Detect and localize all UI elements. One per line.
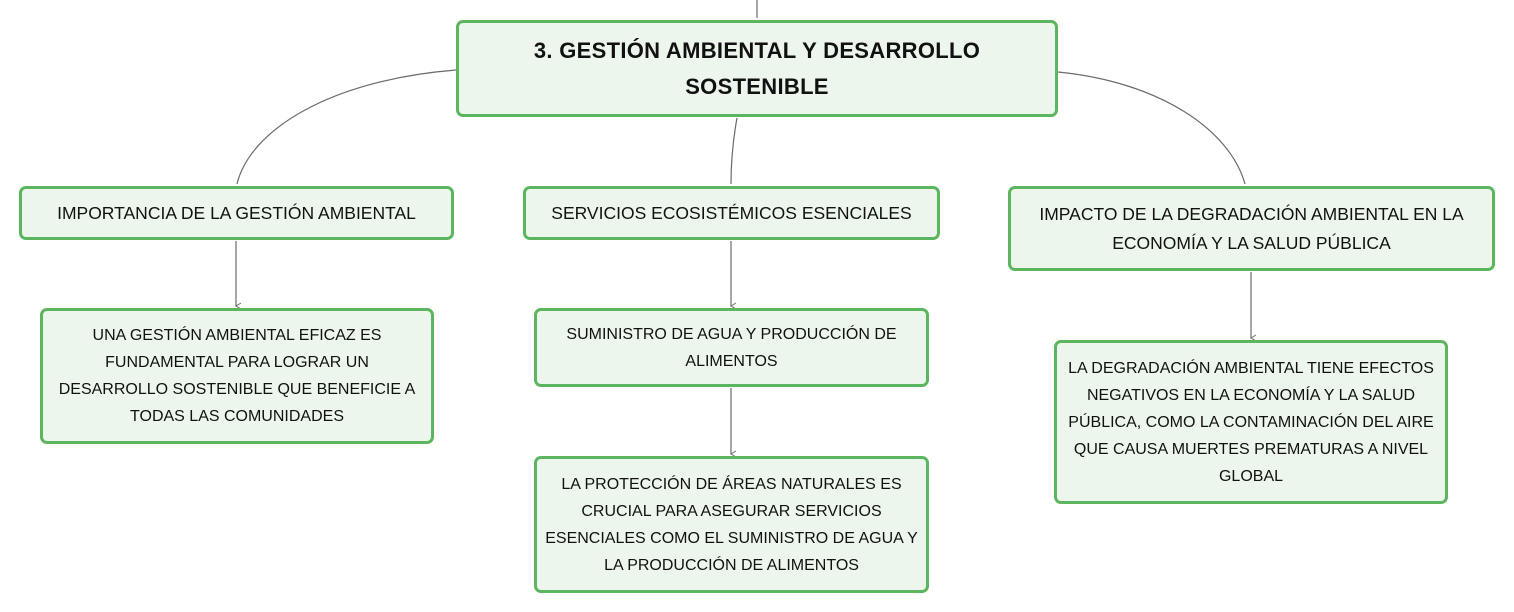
subtopic-efectos-degradacion[interactable] <box>1054 340 1448 504</box>
central-topic-label: 3. GESTIÓN AMBIENTAL Y DESARROLLO SOSTENIBLE <box>533 37 981 99</box>
subtopic-gestion-eficaz[interactable] <box>40 308 434 444</box>
central-topic[interactable] <box>456 20 1058 117</box>
connector-root-to-servicios <box>731 118 737 184</box>
topic-impacto-degradacion-ambiental[interactable] <box>1008 186 1495 271</box>
topic-importancia-gestion-ambiental[interactable] <box>19 186 454 240</box>
subtopic-label: LA PROTECCIÓN DE ÁREAS NATURALES ES CRUCIAL PARA ASEGURAR SERVICIOS ESENCIALES COMO EL SUMINISTRO DE AGUA Y LA PRODUCCIÓN DE ALIMENTOS <box>545 475 918 574</box>
connector-root-to-impacto <box>1058 72 1245 184</box>
topic-label: IMPACTO DE LA DEGRADACIÓN AMBIENTAL EN LA ECONOMÍA Y LA SALUD PÚBLICA <box>1039 203 1464 253</box>
topic-servicios-ecosistemicos[interactable] <box>523 186 940 240</box>
subtopic-label: SUMINISTRO DE AGUA Y PRODUCCIÓN DE ALIMENTOS <box>566 325 897 370</box>
connector-root-to-importancia <box>237 70 456 184</box>
topic-label: IMPORTANCIA DE LA GESTIÓN AMBIENTAL <box>57 202 416 223</box>
subtopic-suministro-agua-alimentos[interactable] <box>534 308 929 387</box>
topic-label: SERVICIOS ECOSISTÉMICOS ESENCIALES <box>551 202 912 223</box>
subtopic-label: UNA GESTIÓN AMBIENTAL EFICAZ ES FUNDAMENTAL PARA LOGRAR UN DESARROLLO SOSTENIBLE QUE BENEFICIE A TODAS LAS COMUNIDADES <box>58 327 416 425</box>
subtopic-label: LA DEGRADACIÓN AMBIENTAL TIENE EFECTOS NEGATIVOS EN LA ECONOMÍA Y LA SALUD PÚBLICA, COMO LA CONTAMINACIÓN DEL AIRE QUE CAUSA MUERTES PREMATURAS A NIVEL GLOBAL <box>1068 359 1434 485</box>
subtopic-proteccion-areas-naturales[interactable] <box>534 456 929 593</box>
